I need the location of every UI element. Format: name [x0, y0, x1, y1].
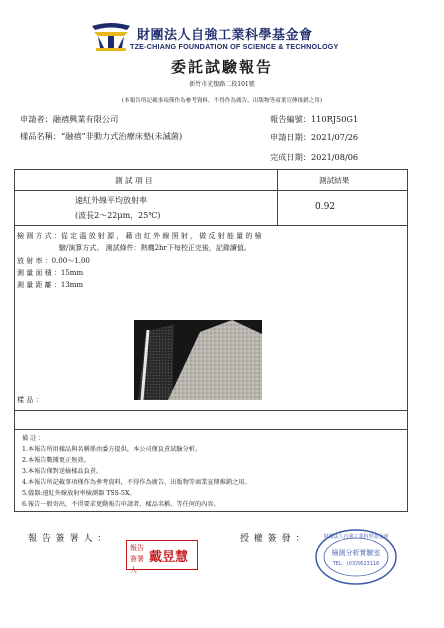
table-divider — [15, 190, 407, 191]
seal-tel: TEL：(03)5623116 — [332, 561, 380, 567]
sample-photo — [134, 320, 262, 400]
applicant: 申請者：融禧興業有限公司 — [20, 114, 119, 124]
report-number: 報告編號：110RJ50G1 — [270, 114, 359, 124]
lab-seal-icon — [314, 528, 398, 586]
org-name-zh: 財團法人自強工業科學基金會 — [137, 28, 313, 43]
apply-date: 申請日期：2021/07/26 — [270, 132, 359, 142]
test-item-line1: 遠紅外線平均放射率 — [75, 196, 147, 205]
seal-org: 財團法人自強工業科學基金會 — [323, 534, 389, 540]
address: 新竹市光復路二段101號 — [189, 81, 255, 88]
note-item: 6.報告一般寄出，不得要求更動報告申請者、樣品名稱、等任何的內容。 — [22, 501, 220, 508]
table-divider — [15, 410, 407, 411]
sample-name: 樣品名稱：“融禧”非動力式治療床墊(未滅菌) — [20, 131, 183, 141]
stamp-name: 戴昱慧 — [149, 550, 189, 565]
note-item: 4.本報告所記載事項僅作為參考資料，不得作為廣告、出版物等商業宣傳推銷之用。 — [22, 479, 251, 486]
table-divider — [277, 170, 278, 225]
measure-distance: 測 量 距 離 ：13mm — [17, 281, 84, 289]
method-line2: 驗/演算方式。 測試條件：熱機2hr下每校正完後，記錄讀值。 — [17, 244, 251, 252]
complete-date: 完成日期：2021/08/06 — [270, 152, 359, 162]
measure-area: 測 量 面 積 ：15mm — [17, 269, 84, 277]
foundation-logo-icon — [90, 22, 132, 52]
test-result: 0.92 — [315, 202, 336, 212]
note-item: 2.本報告數據更正無效。 — [22, 457, 90, 464]
stamp-role: 報告簽署人 — [130, 544, 144, 574]
col-header-result: 測試結果 — [319, 176, 350, 185]
notes-box — [14, 430, 408, 512]
note-item: 3.本報告僅對送檢樣品負責。 — [22, 468, 103, 475]
test-item-line2: (波長2～22μm，25℃) — [75, 211, 161, 220]
authorizer-label: 授 權 簽 發 ： — [240, 534, 306, 544]
note-item: 5.儀器:遠紅外線放射率檢測器 TSS-5X。 — [22, 490, 136, 497]
note-item: 1.本報告所用樣品與名稱係由委方提供，本公司僅負責試驗分析。 — [22, 446, 202, 453]
signer-label: 報 告 簽 署 人 ： — [28, 534, 108, 544]
table-divider — [15, 225, 407, 226]
seal-center: 檢測分析實驗室 — [331, 549, 381, 557]
col-header-item: 測 試 項 目 — [115, 176, 153, 185]
method-line1: 檢 測 方 式 ：從 定 溫 放 射 源 ， 藉 由 紅 外 線 照 射 ， 做 反 射 能 量 的 檢 — [17, 232, 262, 240]
usage-notice: (本報告所記載事項僅作為參考資料，不得作為廣告、出版物等商業宣傳推銷之用) — [121, 98, 323, 104]
emissivity-range: 放 射 率 ：0.00～1.00 — [17, 257, 90, 265]
notes-header: 備 註 ： — [22, 435, 45, 442]
report-title: 委託試驗報告 — [170, 58, 273, 76]
org-name-en: TZE-CHIANG FOUNDATION OF SCIENCE & TECHNOLOGY — [130, 42, 339, 51]
sample-label: 樣 品 ： — [17, 396, 43, 404]
signer-stamp — [126, 540, 198, 574]
